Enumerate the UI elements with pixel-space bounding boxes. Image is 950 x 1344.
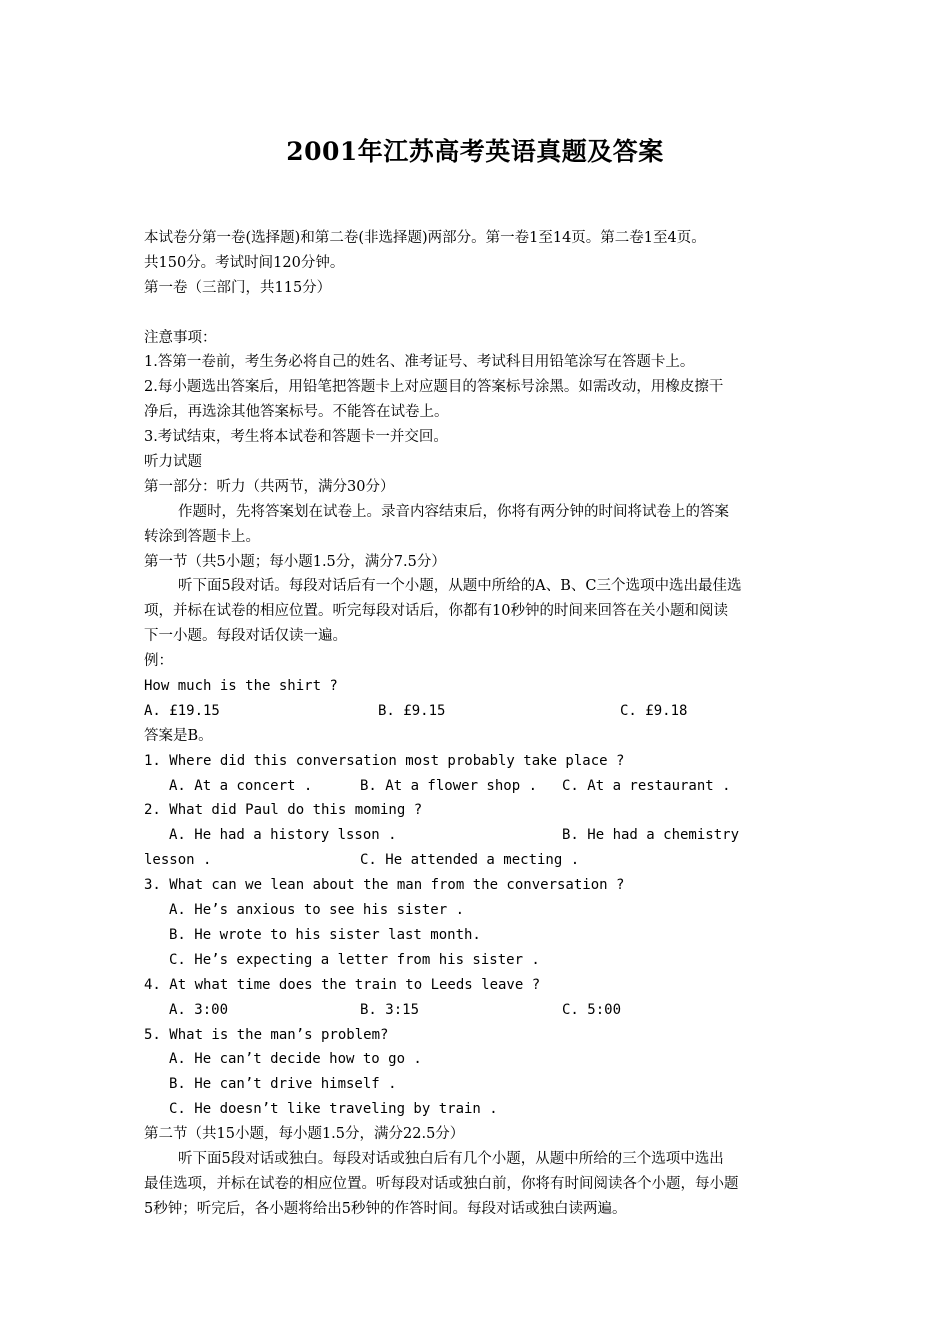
option-b: B. At a flower shop . [360,777,538,794]
option-b: B. He can’t drive himself . [169,1076,397,1093]
example-answer: 答案是B。 [144,727,213,744]
option-a: A. 3:00 [169,1001,229,1018]
instruction-line: 听下面5段对话。每段对话后有一个小题，从题中所给的A、B、C三个选项中选出最佳选 [178,578,742,595]
option-c: C. At a restaurant . [562,777,731,794]
option-c: C. £9.18 [620,702,688,719]
example-label: 例： [144,653,173,670]
notice-item: 净后，再选涂其他答案标号。不能答在试卷上。 [144,404,449,421]
instruction-line: 听下面5段对话或独白。每段对话或独白后有几个小题，从题中所给的三个选项中选出 [178,1150,724,1167]
option-c: C. 5:00 [562,1001,622,1018]
question-stem: 3. What can we lean about the man from the conversation ? [144,877,625,894]
notice-item: 1.答第一卷前，考生务必将自己的姓名、准考证号、考试科目用铅笔涂写在答题卡上。 [144,354,695,371]
option-b: B. 3:15 [360,1001,420,1018]
option-b: B. He wrote to his sister last month. [169,926,481,943]
notice-item: 3.考试结束，考生将本试卷和答题卡一并交回。 [144,429,448,446]
question-options [144,848,810,873]
example-question: How much is the shirt ? [144,678,338,695]
part-heading: 第一部分：听力（共两节，满分30分） [144,478,395,495]
notice-heading: 注意事项： [144,329,217,346]
question-options [144,823,810,848]
question-options [144,998,810,1023]
notice-item: 2.每小题选出答案后，用铅笔把答题卡上对应题目的答案标号涂黑。如需改动，用橡皮擦干 [144,379,724,396]
option-c: C. He attended a mecting . [360,852,580,869]
option-a: A. At a concert . [169,777,313,794]
instruction-line: 项，并标在试卷的相应位置。听完每段对话后，你都有10秒钟的时间来回答在关小题和阅读 [144,603,728,620]
option-a: A. He had a history lsson . [169,827,397,844]
question-stem: 2. What did Paul do this moming ? [144,802,423,819]
instruction-line: 5秒钟；听完后，各小题将给出5秒钟的作答时间。每段对话或独白读两遍。 [144,1200,627,1217]
page-title: 2001年江苏高考英语真题及答案 [286,137,664,166]
intro-line: 共150分。考试时间120分钟。 [144,254,345,271]
option-b: B. £9.15 [378,702,446,719]
option-a: A. He can’t decide how to go . [169,1051,422,1068]
section-heading: 第二节（共15小题，每小题1.5分，满分22.5分） [144,1126,465,1143]
instruction-line: 转涂到答题卡上。 [144,528,260,545]
option-c: C. He doesn’t like traveling by train . [169,1101,498,1118]
intro-line: 本试卷分第一卷(选择题)和第二卷(非选择题)两部分。第一卷1至14页。第二卷1至4页。 [144,230,706,246]
option-c: C. He’s expecting a letter from his sister . [169,951,540,968]
option-a: A. He’s anxious to see his sister . [169,902,465,919]
question-options [144,774,810,799]
section-heading: 第一节（共5小题；每小题1.5分，满分7.5分） [144,553,446,570]
document-body [144,226,810,1222]
section-label: 听力试题 [144,454,202,471]
question-stem: 4. At what time does the train to Leeds leave ? [144,976,541,993]
instruction-line: 作题时，先将答案划在试卷上。录音内容结束后，你将有两分钟的时间将试卷上的答案 [178,503,729,520]
question-stem: 1. Where did this conversation most probably take place ? [144,752,625,769]
option-a: A. £19.15 [144,702,220,719]
option-b: B. He had a chemistry [562,827,740,844]
instruction-line: 最佳选项，并标在试卷的相应位置。听每段对话或独白前，你将有时间阅读各个小题，每小题 [144,1175,739,1192]
option-b-continued: lesson . [144,852,212,869]
instruction-line: 下一小题。每段对话仅读一遍。 [144,628,347,645]
example-options [144,699,810,724]
volume-heading: 第一卷（三部门，共115分） [144,279,332,296]
blank-line [144,301,810,326]
question-stem: 5. What is the man’s problem? [144,1026,389,1043]
